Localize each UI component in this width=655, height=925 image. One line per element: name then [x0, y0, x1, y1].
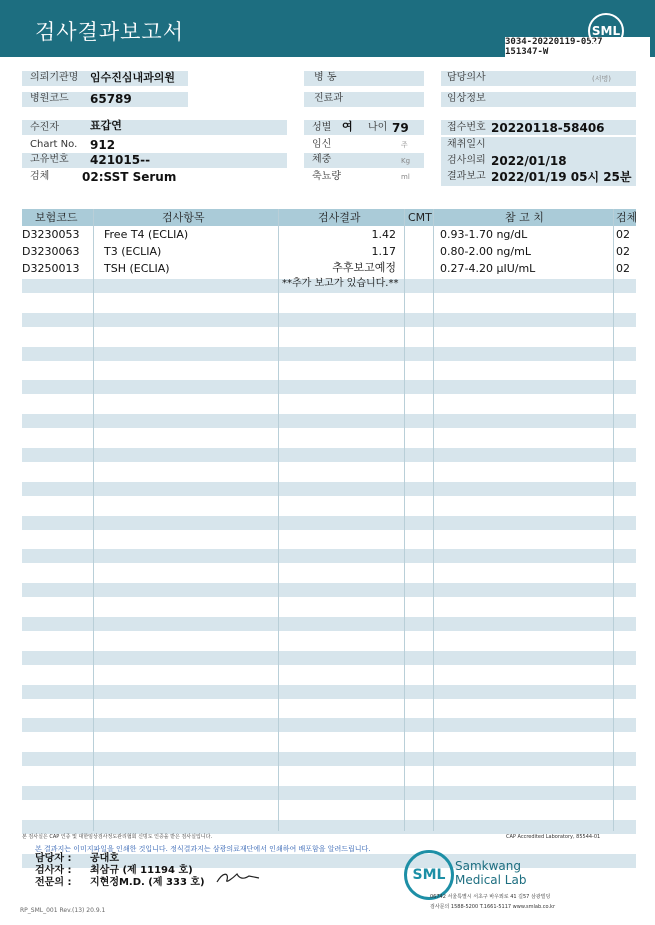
form-code: RP_SML_001 Rev.(13) 20.9.1: [20, 907, 106, 914]
weight-unit: Kg: [401, 157, 411, 165]
clinical-label: 임상정보: [447, 93, 486, 104]
collect-label: 채취일시: [447, 139, 486, 150]
col-header-result: 검사결과: [318, 211, 361, 224]
table-stripe: [22, 685, 636, 699]
sex-value: 여: [342, 120, 353, 133]
row-ref: 0.27-4.20 µIU/mL: [440, 262, 536, 275]
specimen-label: 검체: [30, 171, 50, 182]
col-header-specimen: 검체: [616, 211, 638, 224]
report-id-line1: 3034-20220119-0527: [505, 37, 603, 47]
column-divider: [278, 209, 279, 831]
row-specimen: 02: [616, 262, 630, 275]
table-stripe: [22, 583, 636, 597]
specimen-value: 02:SST Serum: [82, 170, 177, 184]
urine-unit: ml: [401, 173, 410, 181]
row-result: 1.17: [371, 245, 396, 258]
row-code: D3230063: [22, 245, 80, 258]
uid-value: 421015--: [90, 153, 151, 167]
sml-logo: SML: [588, 13, 624, 49]
info-band: [22, 120, 287, 135]
table-stripe: [22, 820, 636, 834]
sex-label: 성별: [312, 122, 332, 133]
report-header: [0, 0, 655, 57]
table-stripe: [22, 752, 636, 766]
uid-label: 고유번호: [30, 154, 69, 165]
dept-label: 진료과: [314, 93, 343, 104]
report-id-line2: 151347-W: [505, 47, 549, 57]
expert-label: 전문의 :: [35, 877, 72, 888]
report-title: 검사결과보고서: [35, 20, 185, 44]
hospcode-value: 65789: [90, 92, 132, 106]
report-time-value: 2022/01/19 05시 25분: [491, 170, 632, 184]
row-item: Free T4 (ECLIA): [104, 228, 189, 241]
chart-label: Chart No.: [30, 139, 78, 150]
row-code: D3230053: [22, 228, 80, 241]
report-id: [505, 37, 650, 57]
age-label: 나이: [368, 122, 388, 133]
company-name-line2: Medical Lab: [455, 873, 527, 887]
column-divider: [613, 209, 614, 831]
company-address: 06742 서울특별시 서초구 바우뫼로 41 길57 삼광빌딩: [430, 894, 551, 900]
preg-label: 임신: [312, 139, 332, 150]
column-divider: [433, 209, 434, 831]
row-specimen: 02: [616, 245, 630, 258]
col-header-cmt: CMT: [408, 211, 432, 224]
hospcode-label: 병원코드: [30, 93, 69, 104]
row-ref: 0.80-2.00 ng/mL: [440, 245, 531, 258]
table-stripe: [22, 718, 636, 732]
hospital-label: 의뢰기관명: [30, 72, 79, 83]
urine-label: 축뇨량: [312, 171, 341, 182]
report-time-label: 결과보고: [447, 171, 486, 182]
manager-label: 담당자 :: [35, 853, 72, 864]
doctor-label: 담당의사: [447, 72, 486, 83]
col-header-code: 보험코드: [35, 211, 78, 224]
row-ref: 0.93-1.70 ng/dL: [440, 228, 528, 241]
weight-label: 체중: [312, 154, 332, 165]
preg-unit: 주: [401, 141, 408, 149]
column-divider: [404, 209, 405, 831]
table-stripe: [22, 313, 636, 327]
row-item: T3 (ECLIA): [104, 245, 162, 258]
ward-label: 병 동: [314, 72, 337, 83]
table-stripe: [22, 448, 636, 462]
tester-label: 검사자 :: [35, 865, 72, 876]
table-stripe: [22, 549, 636, 563]
table-stripe: [22, 347, 636, 361]
column-divider: [93, 209, 94, 831]
additional-report-note: **추가 보고가 있습니다.**: [282, 278, 399, 289]
print-notice: 본 결과지는 이미지파일을 인쇄한 것입니다. 정식결과지는 삼광의료재단에서 인쇄하여 배포함을 알려드립니다.: [35, 845, 371, 853]
row-result: 1.42: [371, 228, 396, 241]
table-stripe: [22, 482, 636, 496]
table-stripe: [22, 651, 636, 665]
request-value: 2022/01/18: [491, 154, 567, 168]
table-stripe: [22, 380, 636, 394]
row-code: D3250013: [22, 262, 80, 275]
table-stripe: [22, 786, 636, 800]
col-header-item: 검사항목: [162, 211, 205, 224]
col-header-ref: 참 고 치: [505, 211, 544, 224]
expert-value: 지현정M.D. (제 333 호): [90, 877, 205, 888]
company-contact: 검사문의 1588-5200 T.1661-5117 www.smlab.co.kr: [430, 904, 555, 910]
hospital-value: 임수진심내과의원: [90, 71, 176, 84]
company-name-line1: Samkwang: [455, 859, 521, 873]
chart-value: 912: [90, 138, 116, 152]
row-item: TSH (ECLIA): [104, 262, 170, 275]
tester-value: 최삼규 (제 11194 호): [90, 865, 193, 876]
accession-label: 접수번호: [447, 122, 486, 133]
row-result: 추후보고예정: [332, 261, 396, 274]
table-stripe: [22, 617, 636, 631]
age-value: 79: [392, 121, 409, 135]
cap-note: CAP Accredited Laboratory, 85544-01: [506, 834, 601, 840]
table-stripe: [22, 414, 636, 428]
patient-label: 수진자: [30, 122, 59, 133]
cert-note: 본 검사실은 CAP 인증 및 대한임상검사정도관리협회 신빙도 인증을 받은 검사실입니다.: [22, 834, 213, 840]
signature-image: [215, 868, 260, 886]
sml-footer-logo: SML: [404, 850, 454, 900]
row-specimen: 02: [616, 228, 630, 241]
request-label: 검사의뢰: [447, 155, 486, 166]
table-stripe: [22, 516, 636, 530]
accession-value: 20220118-58406: [491, 121, 605, 135]
manager-value: 공대호: [90, 853, 119, 864]
doctor-sign-hint: (서명): [592, 75, 611, 83]
patient-value: 표갑연: [90, 119, 122, 132]
